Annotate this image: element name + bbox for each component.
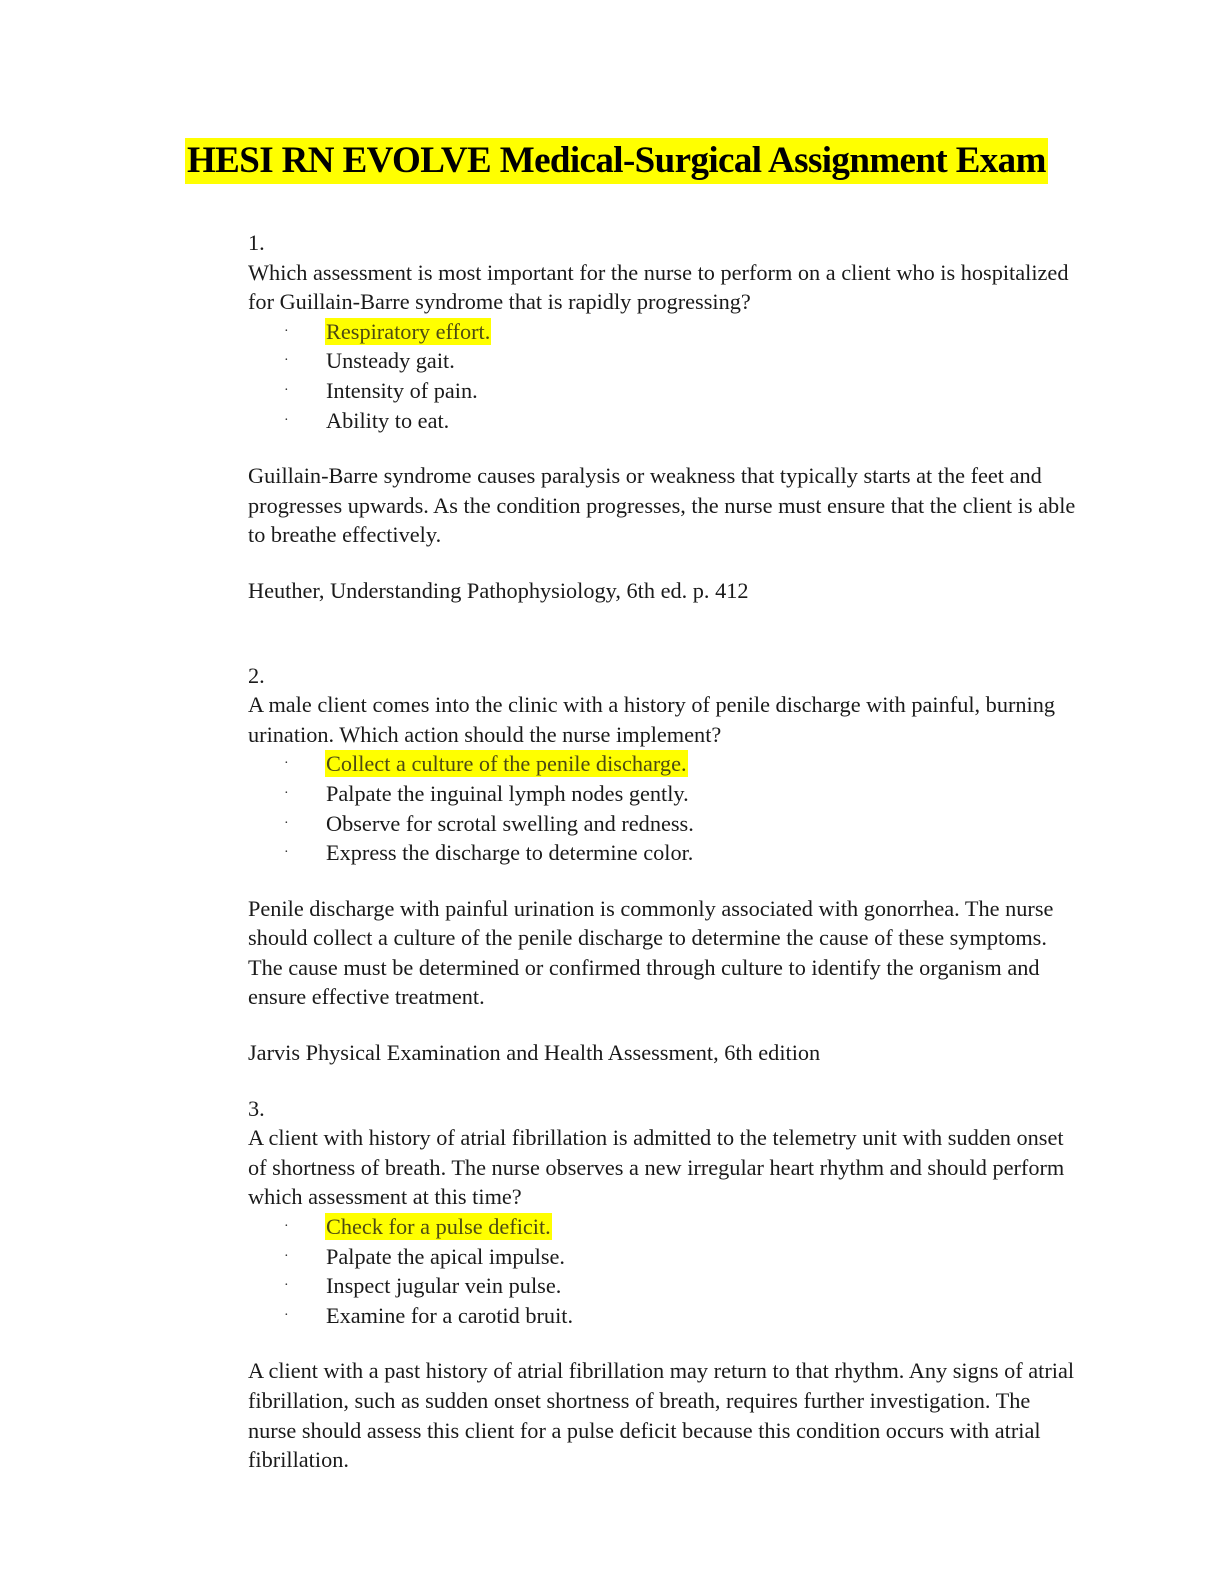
question-text: A client with history of atrial fibrillation is admitted to the telemetry unit with sudden onset of shortness of breath. The nurse observes a new irregular heart rhythm and should perform which assessment at this time? xyxy=(248,1125,1065,1210)
answer-option xyxy=(248,1212,1078,1242)
answer-text: Ability to eat. xyxy=(326,407,450,433)
reference-citation: Heuther, Understanding Pathophysiology, 6th ed. p. 412 xyxy=(248,577,749,603)
spacer xyxy=(248,606,1078,661)
answer-text: Intensity of pain. xyxy=(326,377,478,403)
answer-option xyxy=(248,1301,1078,1331)
bullet-icon: · xyxy=(284,1219,289,1235)
answer-option xyxy=(248,346,1078,376)
answer-option xyxy=(248,317,1078,347)
correct-answer-highlight: Collect a culture of the penile discharge. xyxy=(326,751,687,777)
answer-option xyxy=(248,1271,1078,1301)
answer-text: Express the discharge to determine color. xyxy=(326,840,694,866)
question-number: 2. xyxy=(248,662,265,688)
answer-options xyxy=(248,1212,1078,1330)
rationale-text: A client with a past history of atrial fibrillation may return to that rhythm. Any signs of atrial fibrillation, such as sudden onset shortness of breath, requires further investigation. The nurse should assess this client for a pulse deficit because this condition occurs with atrial fibrillation. xyxy=(248,1358,1075,1473)
spacer xyxy=(248,1068,1078,1094)
answer-text: Palpate the apical impulse. xyxy=(326,1243,565,1269)
answer-option xyxy=(248,406,1078,436)
answer-options xyxy=(248,749,1078,867)
answer-text: Unsteady gait. xyxy=(326,348,455,374)
answer-option xyxy=(248,376,1078,406)
question-1 xyxy=(248,228,1078,606)
bullet-icon: · xyxy=(284,785,289,801)
question-text: Which assessment is most important for the nurse to perform on a client who is hospitalized for Guillain-Barre syndrome that is rapidly progressing? xyxy=(248,259,1069,315)
reference-citation: Jarvis Physical Examination and Health Assessment, 6th edition xyxy=(248,1040,821,1066)
bullet-icon: · xyxy=(284,1278,289,1294)
bullet-icon: · xyxy=(284,323,289,339)
answer-option xyxy=(248,749,1078,779)
bullet-icon: · xyxy=(284,382,289,398)
bullet-icon: · xyxy=(284,1248,289,1264)
question-number: 1. xyxy=(248,230,265,255)
answer-option xyxy=(248,809,1078,839)
document-title: HESI RN EVOLVE Medical-Surgical Assignment Exam xyxy=(185,138,1048,184)
correct-answer-highlight: Check for a pulse deficit. xyxy=(326,1214,551,1240)
bullet-icon: · xyxy=(284,845,289,861)
answer-options xyxy=(248,317,1078,435)
bullet-icon: · xyxy=(284,412,289,428)
answer-text: Palpate the inguinal lymph nodes gently. xyxy=(326,780,689,806)
question-number: 3. xyxy=(248,1095,265,1121)
answer-text: Inspect jugular vein pulse. xyxy=(326,1273,562,1299)
answer-option xyxy=(248,779,1078,809)
answer-option xyxy=(248,1242,1078,1272)
title-container xyxy=(185,138,1048,184)
document-body xyxy=(248,228,1078,1475)
question-text: A male client comes into the clinic with a history of penile discharge with painful, burning urination. Which action should the nurse implement? xyxy=(248,692,1056,747)
rationale-text: Penile discharge with painful urination is commonly associated with gonorrhea. The nurse should collect a culture of the penile discharge to determine the cause of these symptoms. The cause must be determined or confirmed through culture to identify the organism and ensure effective treatment. xyxy=(248,895,1054,1010)
question-2 xyxy=(248,661,1078,1068)
correct-answer-highlight: Respiratory effort. xyxy=(326,318,491,344)
bullet-icon: · xyxy=(284,353,289,369)
answer-option xyxy=(248,838,1078,868)
rationale-text: Guillain-Barre syndrome causes paralysis or weakness that typically starts at the feet and progresses upwards. As the condition progresses, the nurse must ensure that the client is able to breathe effectively. xyxy=(248,463,1076,548)
question-3 xyxy=(248,1094,1078,1475)
bullet-icon: · xyxy=(284,756,289,772)
bullet-icon: · xyxy=(284,815,289,831)
answer-text: Observe for scrotal swelling and redness. xyxy=(326,810,694,836)
bullet-icon: · xyxy=(284,1307,289,1323)
answer-text: Examine for a carotid bruit. xyxy=(326,1302,574,1328)
